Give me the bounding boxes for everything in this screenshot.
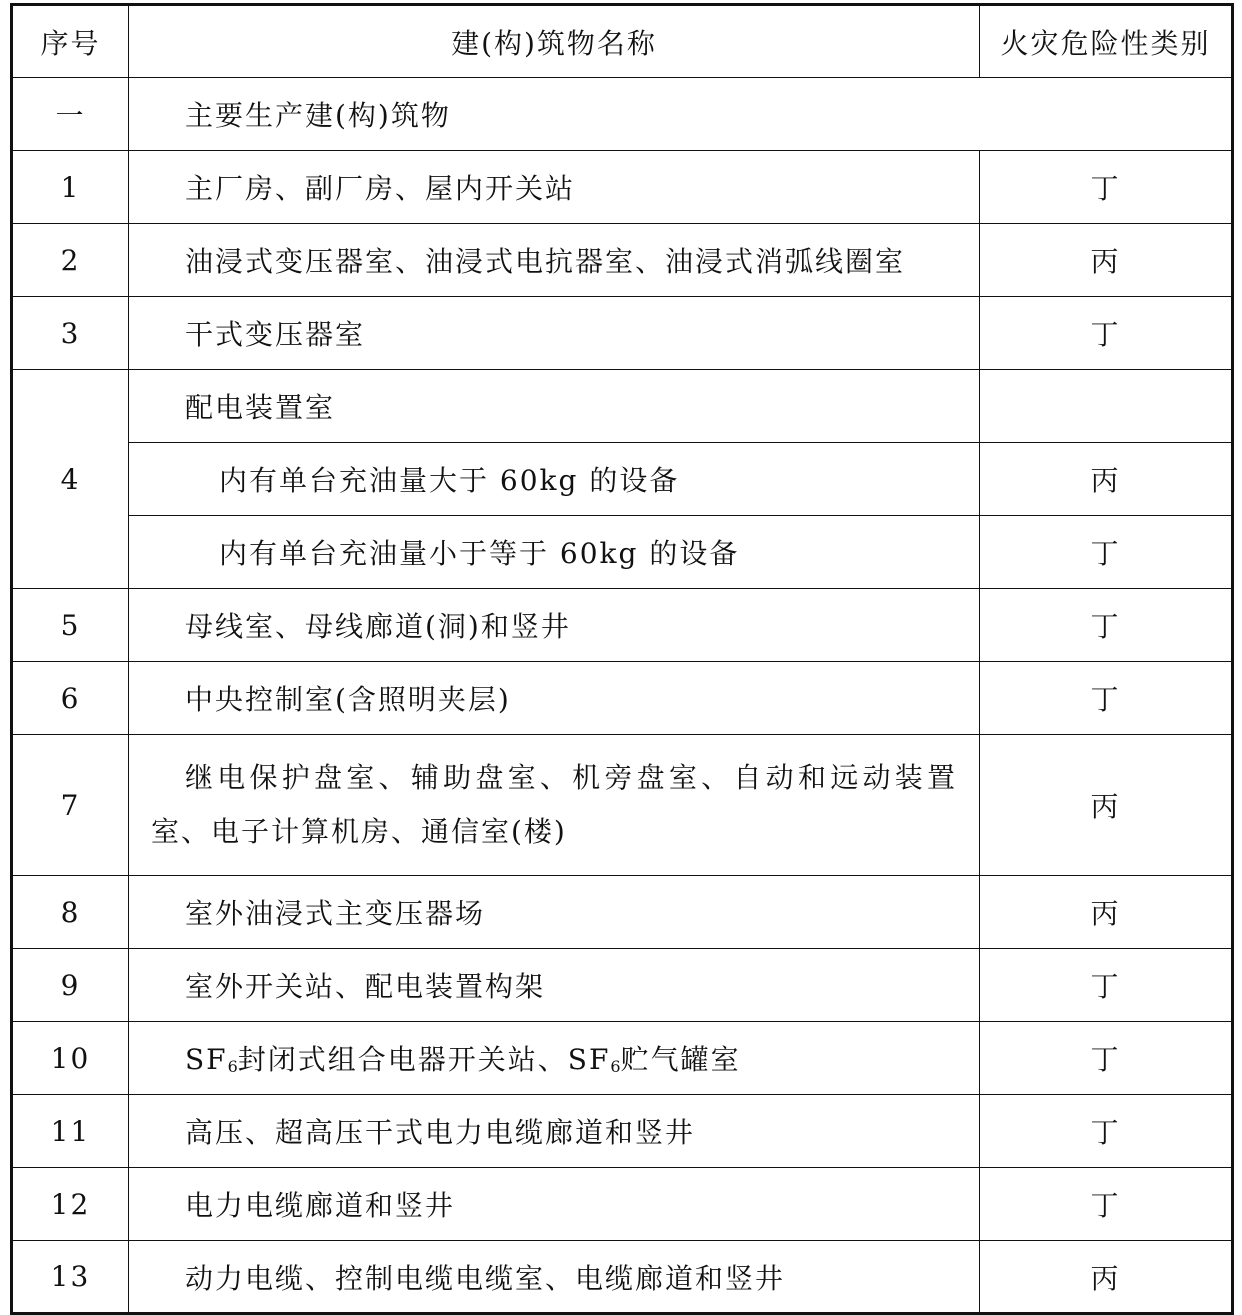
- table-row: [12, 735, 1233, 876]
- fire-hazard-table: [10, 3, 1234, 1315]
- row-name: 继电保护盘室、辅助盘室、机旁盘室、自动和远动装置室、电子计算机房、通信室(楼): [129, 735, 980, 876]
- table-row: [12, 662, 1233, 735]
- row-no: 6: [12, 662, 129, 735]
- row-category: 丙: [980, 224, 1233, 297]
- row-no: 2: [12, 224, 129, 297]
- row-no: 1: [12, 151, 129, 224]
- table-row: [12, 1241, 1233, 1314]
- row-name: 中央控制室(含照明夹层): [129, 662, 980, 735]
- header-no: 序号: [12, 5, 129, 78]
- row-name: 室外油浸式主变压器场: [129, 876, 980, 949]
- row-no: 13: [12, 1241, 129, 1314]
- row-no: 7: [12, 735, 129, 876]
- row-no: 11: [12, 1095, 129, 1168]
- table-subrow: [12, 516, 1233, 589]
- table-row: [12, 224, 1233, 297]
- section-name: 主要生产建(构)筑物: [129, 78, 1233, 151]
- name-text: 贮气罐室: [620, 1043, 741, 1076]
- row-no: 5: [12, 589, 129, 662]
- table-row: [12, 151, 1233, 224]
- table-row: [12, 297, 1233, 370]
- section-row: [12, 78, 1233, 151]
- table-row: [12, 949, 1233, 1022]
- sf6-text: SF: [185, 1043, 228, 1076]
- table-row: [12, 1095, 1233, 1168]
- table-row: [12, 370, 1233, 443]
- row-name: 高压、超高压干式电力电缆廊道和竖井: [129, 1095, 980, 1168]
- row-name: 电力电缆廊道和竖井: [129, 1168, 980, 1241]
- row-no: 12: [12, 1168, 129, 1241]
- row-category: 丁: [980, 1095, 1233, 1168]
- table-subrow: [12, 443, 1233, 516]
- row-category: 丁: [980, 662, 1233, 735]
- row-no: 8: [12, 876, 129, 949]
- row-category: 丁: [980, 589, 1233, 662]
- row-category: 丙: [980, 1241, 1233, 1314]
- subrow-name: 内有单台充油量小于等于 60kg 的设备: [129, 516, 980, 589]
- section-no: 一: [12, 78, 129, 151]
- table-row: [12, 876, 1233, 949]
- row-name: 主厂房、副厂房、屋内开关站: [129, 151, 980, 224]
- row-no: 4: [12, 370, 129, 589]
- row-name: 油浸式变压器室、油浸式电抗器室、油浸式消弧线圈室: [129, 224, 980, 297]
- row-category: 丁: [980, 297, 1233, 370]
- subrow-category: 丙: [980, 443, 1233, 516]
- row-name: 配电装置室: [129, 370, 980, 443]
- subscript: 6: [227, 1057, 238, 1076]
- row-name: [129, 1022, 980, 1095]
- header-name: 建(构)筑物名称: [129, 5, 980, 78]
- row-category: 丙: [980, 735, 1233, 876]
- subscript: 6: [610, 1057, 621, 1076]
- row-name: 母线室、母线廊道(洞)和竖井: [129, 589, 980, 662]
- row-category: 丁: [980, 1022, 1233, 1095]
- row-name: 室外开关站、配电装置构架: [129, 949, 980, 1022]
- table-row: [12, 589, 1233, 662]
- name-text: 封闭式组合电器开关站、SF: [237, 1043, 611, 1076]
- table-row: [12, 1022, 1233, 1095]
- row-category: [980, 370, 1233, 443]
- row-name: 干式变压器室: [129, 297, 980, 370]
- row-no: 10: [12, 1022, 129, 1095]
- row-category: 丁: [980, 1168, 1233, 1241]
- row-name: 动力电缆、控制电缆电缆室、电缆廊道和竖井: [129, 1241, 980, 1314]
- table-row: [12, 1168, 1233, 1241]
- row-category: 丁: [980, 949, 1233, 1022]
- subrow-name: 内有单台充油量大于 60kg 的设备: [129, 443, 980, 516]
- row-category: 丁: [980, 151, 1233, 224]
- subrow-category: 丁: [980, 516, 1233, 589]
- row-no: 9: [12, 949, 129, 1022]
- row-category: 丙: [980, 876, 1233, 949]
- header-row: [12, 5, 1233, 78]
- row-no: 3: [12, 297, 129, 370]
- header-category: 火灾危险性类别: [980, 5, 1233, 78]
